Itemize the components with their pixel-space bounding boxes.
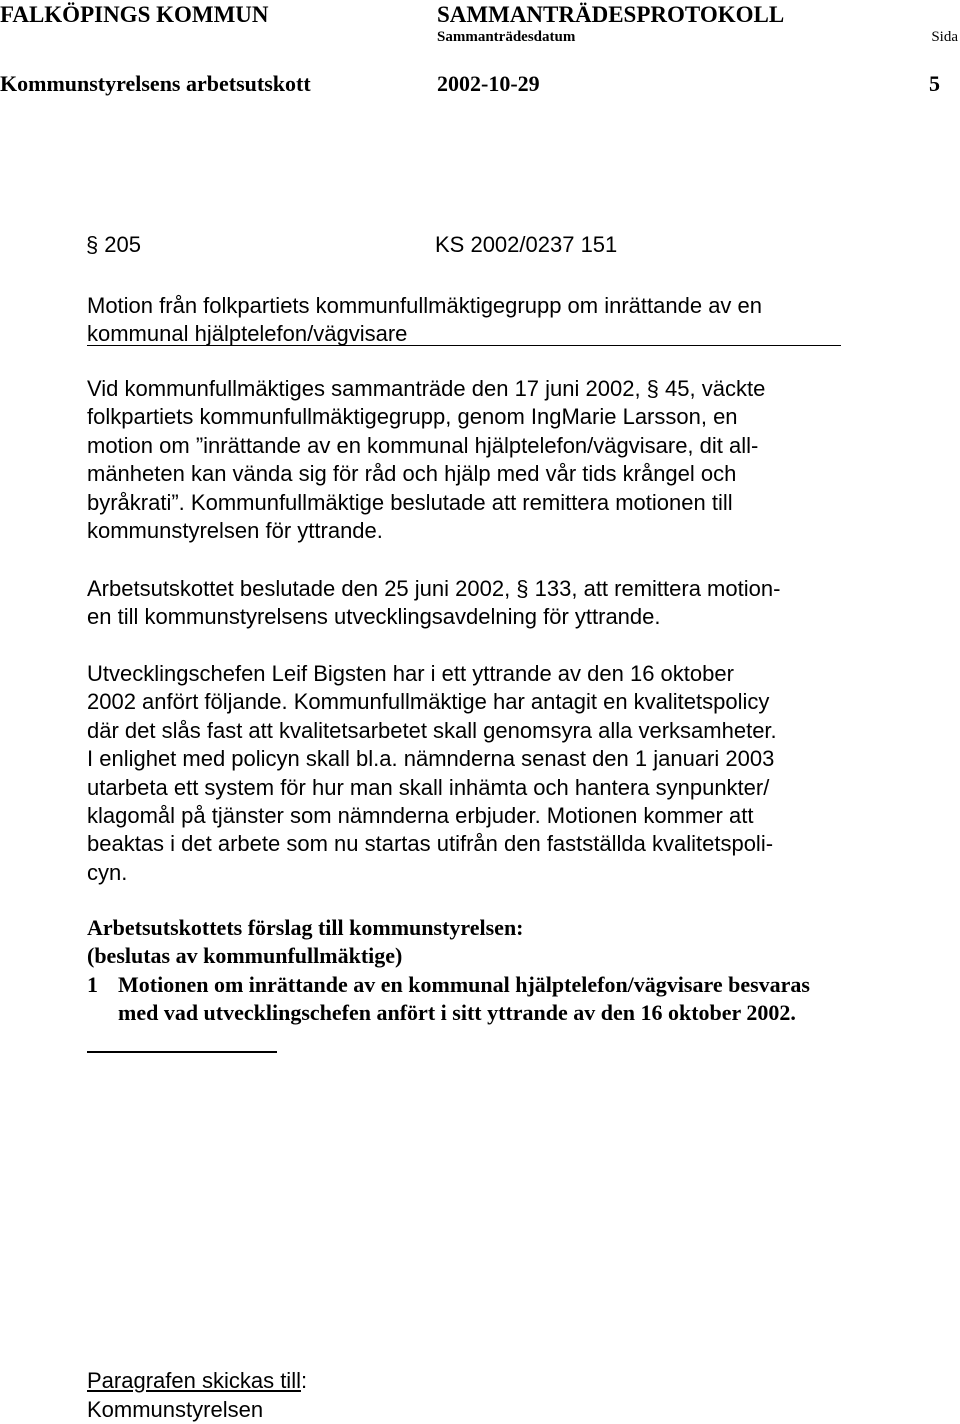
page-label: Sida — [931, 29, 958, 45]
title-line: kommunal hjälptelefon/vägvisare — [87, 321, 408, 346]
case-reference: KS 2002/0237 151 — [435, 232, 618, 257]
body-paragraph-2 — [87, 575, 887, 632]
proposal-item-number: 1 — [87, 972, 98, 997]
text-line: där det slås fast att kvalitetsarbetet skall genomsyra alla verksamheter. — [87, 717, 777, 743]
meeting-date: 2002-10-29 — [437, 71, 540, 96]
page-number: 5 — [929, 71, 940, 96]
text-line: motion om ”inrättande av en kommunal hjälptelefon/vägvisare, dit all- — [87, 432, 759, 458]
text-line: beaktas i det arbete som nu startas utifrån den fastställda kvalitetspoli- — [87, 831, 774, 857]
motion-title — [87, 292, 762, 348]
proposal-heading-block — [87, 914, 524, 971]
document-type: SAMMANTRÄDESPROTOKOLL — [437, 2, 785, 27]
text-line: utarbeta ett system för hur man skall inhämta och hantera synpunkter/ — [87, 774, 770, 800]
title-line: Motion från folkpartiets kommunfullmäktigegrupp om inrättande av en — [87, 293, 763, 318]
meeting-date-label: Sammanträdesdatum — [437, 29, 576, 45]
text-line: Arbetsutskottet beslutade den 25 juni 2002, § 133, att remittera motion- — [87, 576, 781, 601]
paragraph-number: 205 — [104, 232, 141, 257]
section-symbol: § — [86, 232, 99, 257]
text-line: en till kommunstyrelsens utvecklingsavdelning för yttrande. — [87, 604, 661, 630]
text-line: mänheten kan vända sig för råd och hjälp med vår tids krångel och — [87, 461, 737, 487]
body-paragraph-1 — [87, 375, 887, 545]
text-line: kommunstyrelsen för yttrande. — [87, 518, 383, 544]
text-line: Utvecklingschefen Leif Bigsten har i ett yttrande av den 16 oktober — [87, 661, 734, 686]
title-underline — [87, 345, 841, 346]
proposal-heading: Arbetsutskottets förslag till kommunstyrelsen: — [87, 915, 524, 940]
text-line: I enlighet med policyn skall bl.a. nämnderna senast den 1 januari 2003 — [87, 746, 775, 772]
committee-name: Kommunstyrelsens arbetsutskott — [0, 71, 311, 96]
proposal-item-text — [118, 971, 810, 1028]
proposal-subheading: (beslutas av kommunfullmäktige) — [87, 943, 403, 969]
text-line: cyn. — [87, 859, 128, 885]
text-line: folkpartiets kommunfullmäktigegrupp, genom IngMarie Larsson, en — [87, 404, 738, 430]
paragraph-heading — [86, 232, 618, 258]
distribution-label: Paragrafen skickas till — [87, 1368, 301, 1393]
distribution-block — [87, 1366, 307, 1424]
text-line: med vad utvecklingschefen anfört i sitt yttrande av den 16 oktober 2002. — [118, 1000, 796, 1026]
text-line: byråkrati”. Kommunfullmäktige beslutade att remittera motionen till — [87, 489, 733, 515]
end-rule — [87, 1051, 277, 1053]
organization-name: FALKÖPINGS KOMMUN — [0, 2, 269, 27]
body-paragraph-3 — [87, 660, 887, 887]
distribution-recipient: Kommunstyrelsen — [87, 1397, 264, 1422]
distribution-colon: : — [300, 1368, 308, 1393]
text-line: Vid kommunfullmäktiges sammanträde den 17 juni 2002, § 45, väckte — [87, 376, 766, 401]
text-line: klagomål på tjänster som nämnderna erbjuder. Motionen kommer att — [87, 803, 754, 829]
text-line: Motionen om inrättande av en kommunal hjälptelefon/vägvisare besvaras — [118, 972, 810, 997]
text-line: 2002 anfört följande. Kommunfullmäktige har antagit en kvalitetspolicy — [87, 689, 770, 715]
